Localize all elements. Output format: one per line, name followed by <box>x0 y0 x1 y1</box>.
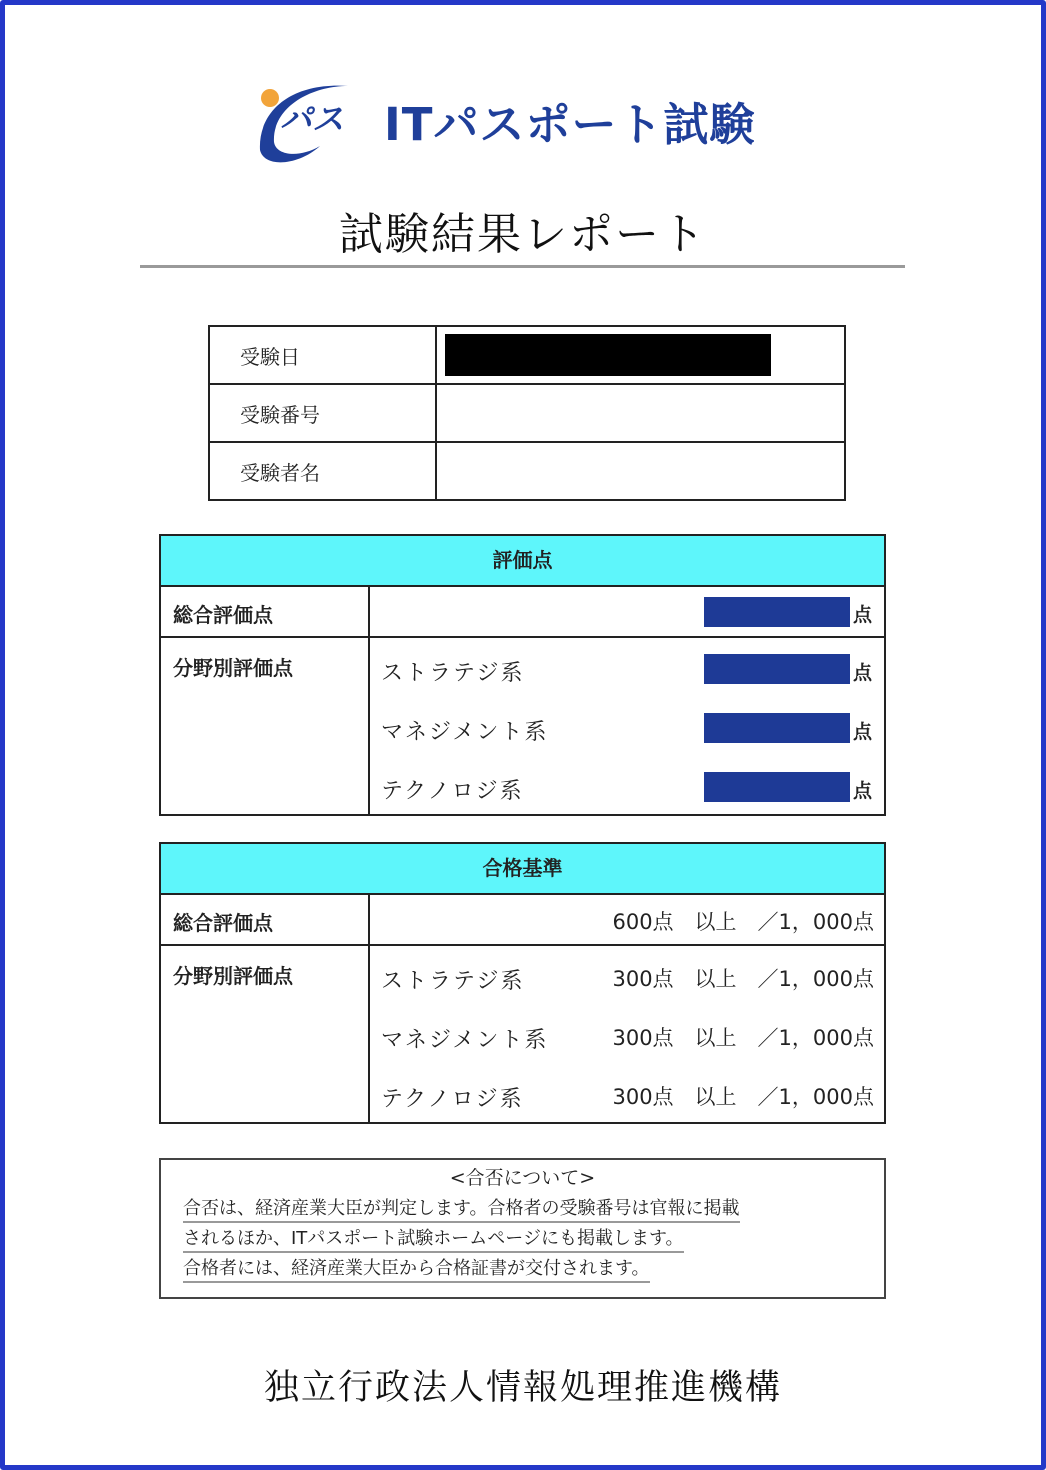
note-heading: <合否について> <box>449 1167 596 1189</box>
criteria-management-value: 300点 以上 ／1，000点 <box>612 1026 874 1050</box>
score-unit: 点 <box>853 662 873 684</box>
column-divider <box>368 587 370 636</box>
criteria-strategy-value: 300点 以上 ／1，000点 <box>612 967 874 991</box>
redaction-bar <box>445 334 771 376</box>
total-criteria-label: 総合評価点 <box>173 911 273 935</box>
category-criteria-row <box>161 946 884 1122</box>
pass-fail-note <box>159 1158 886 1299</box>
category-management: マネジメント系 <box>381 720 549 745</box>
exam-date-label: 受験日 <box>209 326 436 384</box>
management-score-redaction <box>704 713 850 743</box>
examinee-name-value <box>436 442 845 500</box>
table-row <box>209 442 845 500</box>
organization-name: 独立行政法人情報処理推進機構 <box>263 1368 782 1408</box>
total-score-label: 総合評価点 <box>173 603 273 627</box>
exam-date-value <box>436 326 845 384</box>
technology-score-redaction <box>704 772 850 802</box>
strategy-score-redaction <box>704 654 850 684</box>
pass-logo-icon <box>250 72 354 166</box>
score-heading: 評価点 <box>161 536 884 587</box>
category-strategy: ストラテジ系 <box>381 661 525 686</box>
exam-number-label: 受験番号 <box>209 384 436 442</box>
score-unit: 点 <box>853 604 873 626</box>
exam-name: ITパスポート試験 <box>384 98 756 151</box>
criteria-technology-value: 300点 以上 ／1，000点 <box>612 1085 874 1109</box>
pass-criteria-box <box>159 842 886 1124</box>
score-unit: 点 <box>853 780 873 802</box>
title-divider <box>140 265 905 268</box>
score-box <box>159 534 886 816</box>
note-line: 合否は、経済産業大臣が判定します。合格者の受験番号は官報に掲載 <box>183 1194 740 1223</box>
total-score-row <box>161 587 884 638</box>
examinee-name-label: 受験者名 <box>209 442 436 500</box>
column-divider <box>368 638 370 814</box>
column-divider <box>368 895 370 944</box>
category-technology: テクノロジ系 <box>381 779 524 804</box>
criteria-heading: 合格基準 <box>161 844 884 895</box>
examinee-info-table <box>208 325 846 501</box>
note-line: されるほか、ITパスポート試験ホームページにも掲載します。 <box>183 1224 684 1253</box>
exam-number-value <box>436 384 845 442</box>
total-score-redaction <box>704 597 850 627</box>
note-line: 合格者には、経済産業大臣から合格証書が交付されます。 <box>183 1254 650 1283</box>
criteria-management-name: マネジメント系 <box>381 1028 549 1053</box>
score-unit: 点 <box>853 721 873 743</box>
criteria-technology-name: テクノロジ系 <box>381 1087 524 1112</box>
page-title: 試験結果レポート <box>339 209 707 260</box>
table-row <box>209 326 845 384</box>
total-criteria-row <box>161 895 884 946</box>
category-score-label: 分野別評価点 <box>173 656 293 680</box>
table-row <box>209 384 845 442</box>
criteria-strategy-name: ストラテジ系 <box>381 969 525 994</box>
category-criteria-label: 分野別評価点 <box>173 964 293 988</box>
category-score-row <box>161 638 884 814</box>
logo-text: パス <box>280 100 345 138</box>
total-criteria-value: 600点 以上 ／1，000点 <box>612 910 874 934</box>
column-divider <box>368 946 370 1122</box>
